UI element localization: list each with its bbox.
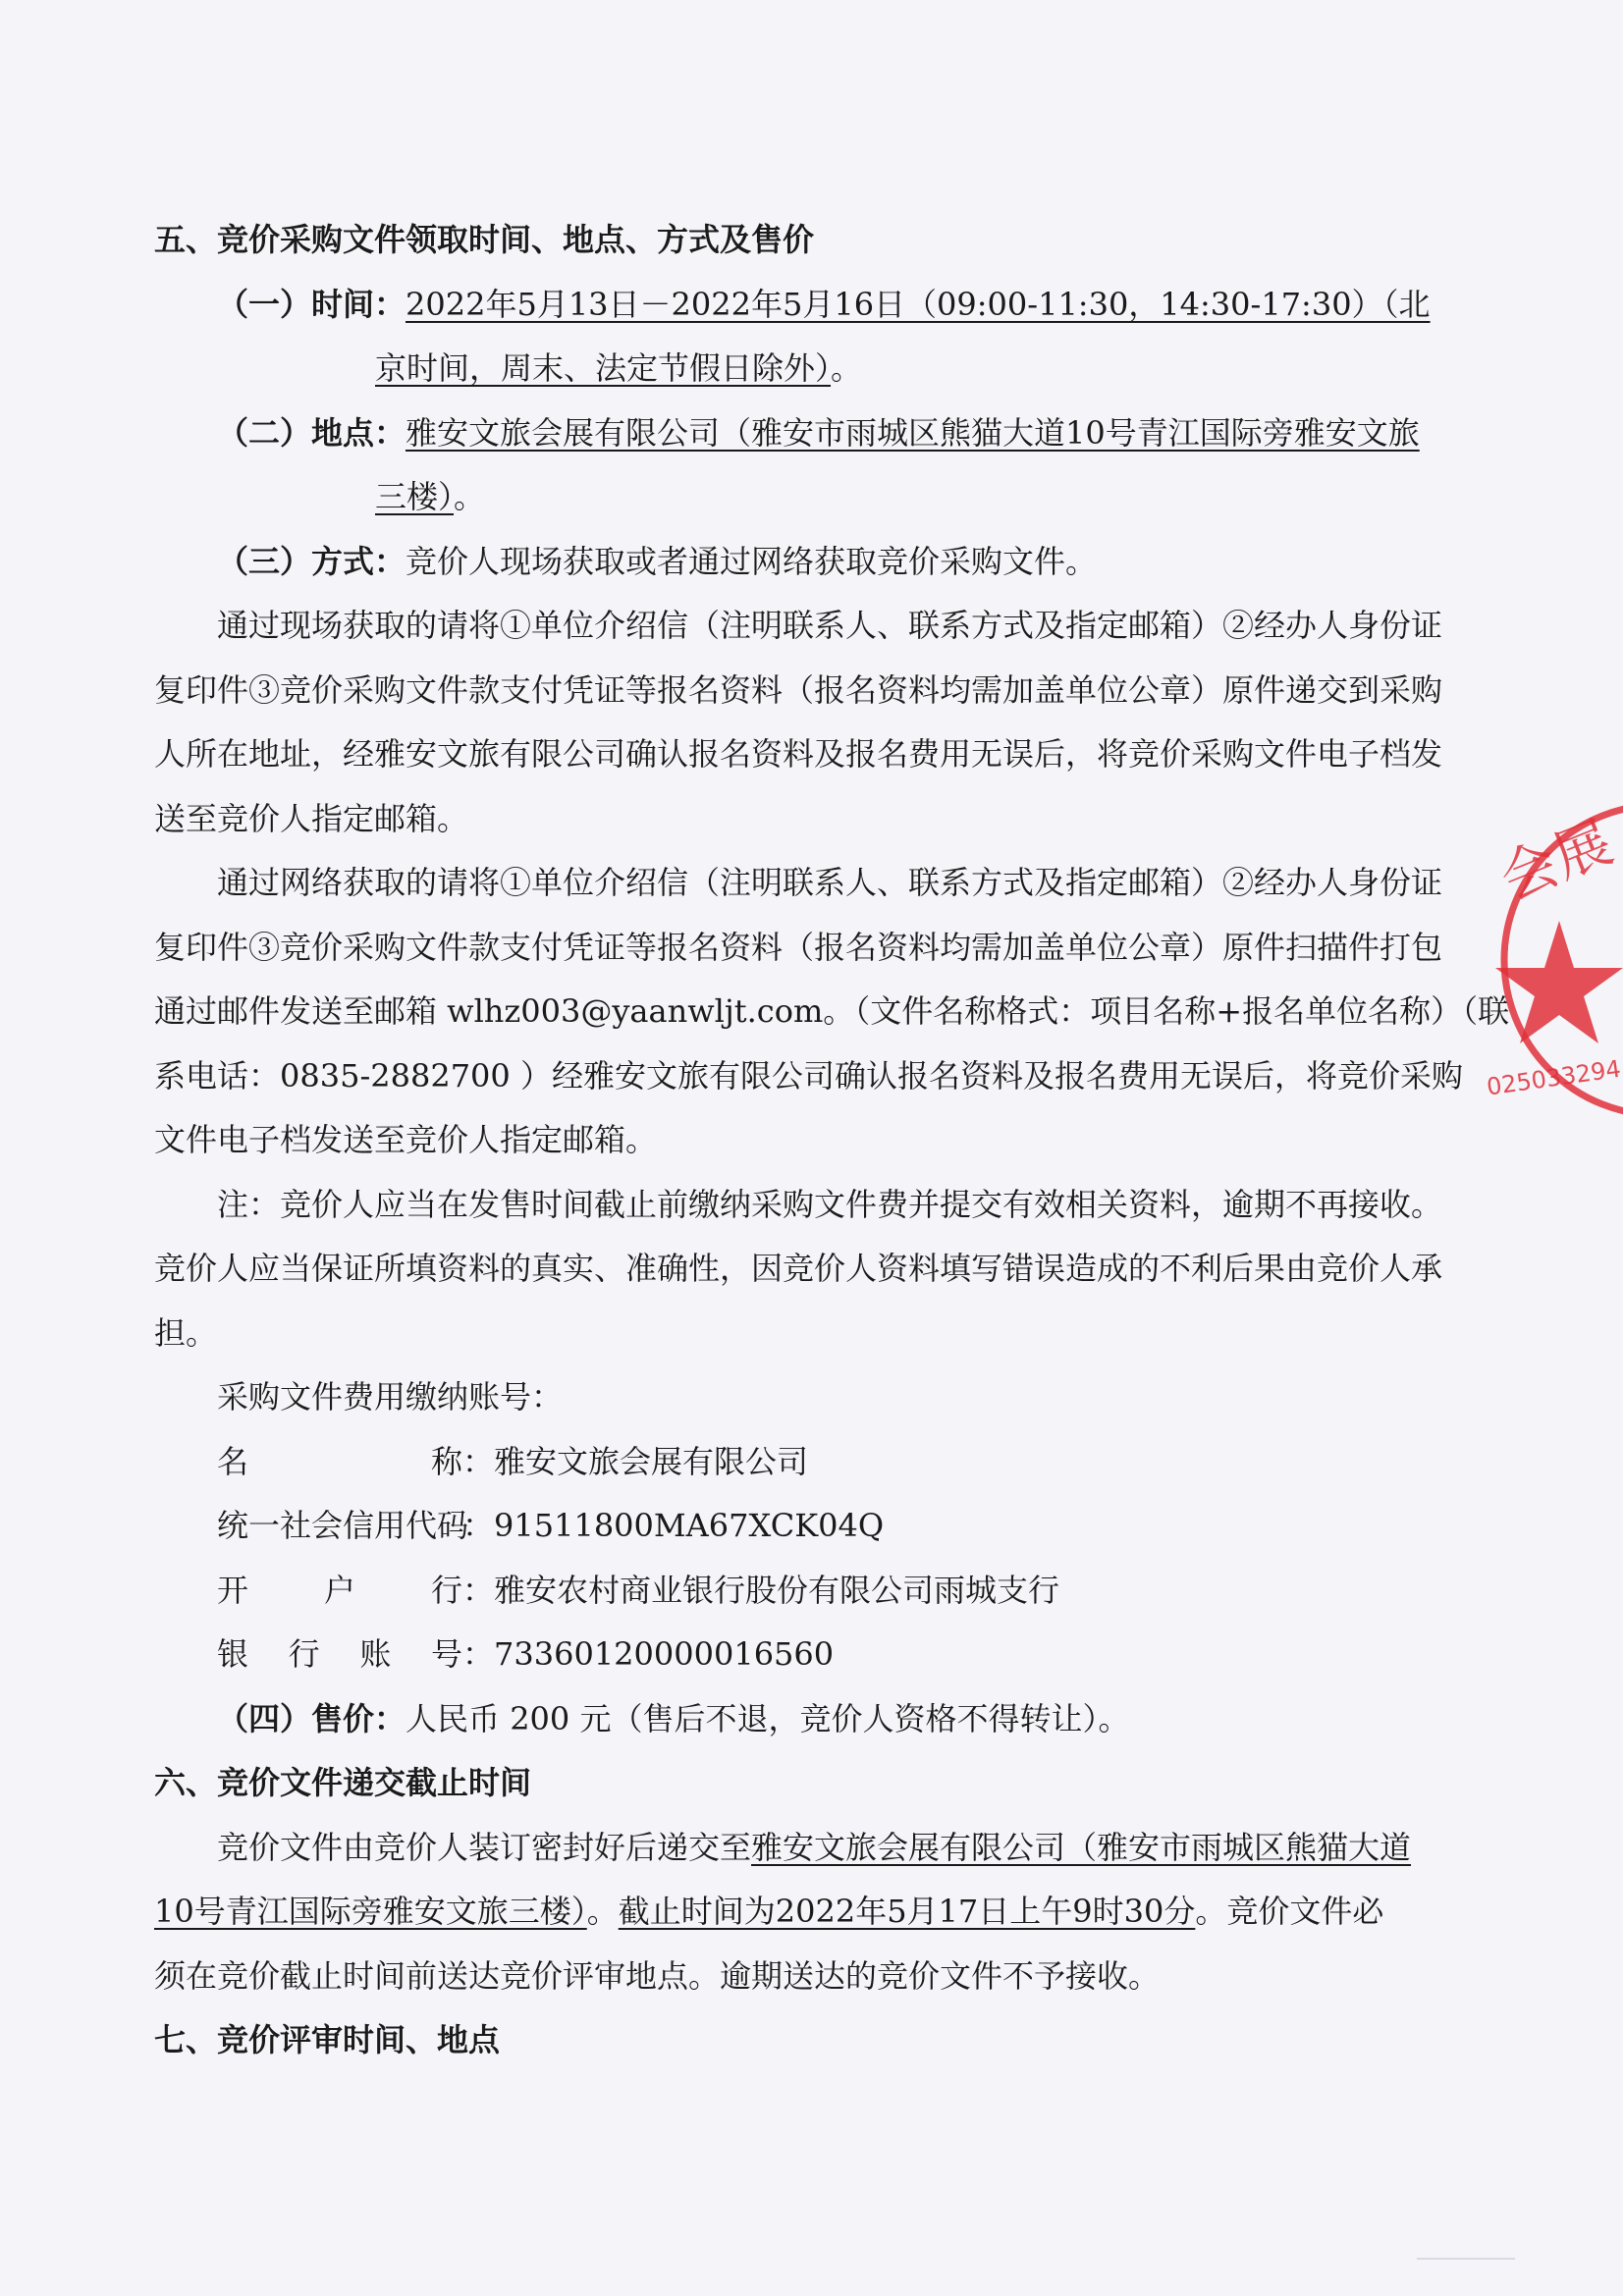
place-line-1 bbox=[154, 401, 1480, 466]
method-line bbox=[154, 530, 1480, 595]
account-row-number: 银 行 账 号 ：73360120000016560 bbox=[217, 1635, 835, 1673]
time-label: （一）时间： bbox=[217, 285, 406, 323]
price-line bbox=[154, 1687, 1480, 1752]
online-paragraph: 通过网络获取的请将①单位介绍信（注明联系人、联系方式及指定邮箱）②经办人身份证 复印件③竞价采购文件款支付凭证等报名资料（报名资料均需加盖单位公章）原件扫描件打包 通过邮件发送至邮箱 wlhz003@yaanwljt.com。（文件名称格式：项目名称+报名单位名称）（联 系电话：0835-2882700 ）经雅安文旅有限公司确认报名资料及报名费用无误后，将竞价采购 文件电子档发送至竞价人指定邮箱。 bbox=[154, 864, 1510, 1158]
account-row-bank: 开 户 行 ：雅安农村商业银行股份有限公司雨城支行 bbox=[217, 1571, 1060, 1609]
time-value-1: 2022年5月13日－2022年5月16日（09:00-11:30，14:30-17:30）（北 bbox=[406, 285, 1431, 323]
price-value: 人民币 200 元（售后不退，竞价人资格不得转让）。 bbox=[406, 1699, 1130, 1737]
credit-code-value: 91511800MA67XCK04Q bbox=[494, 1507, 885, 1544]
footer-divider bbox=[1417, 2258, 1515, 2260]
note-paragraph: 注：竞价人应当在发售时间截止前缴纳采购文件费并提交有效相关资料，逾期不再接收。 竞价人应当保证所填资料的真实、准确性，因竞价人资料填写错误造成的不利后果由竞价人承 担。 bbox=[154, 1185, 1443, 1352]
time-line-1 bbox=[154, 273, 1480, 338]
svg-text:025033294: 025033294 bbox=[1485, 1054, 1623, 1101]
submission-paragraph: 竞价文件由竞价人装订密封好后递交至雅安文旅会展有限公司（雅安市雨城区熊猫大道 10号青江国际旁雅安文旅三楼）。截止时间为2022年5月17日上午9时30分。竞价文件必 须在竞价截止时间前送达竞价评审地点。逾期送达的竞价文件不予接收。 bbox=[154, 1828, 1412, 1995]
section-5-heading: 五、竞价采购文件领取时间、地点、方式及售价 bbox=[154, 221, 815, 258]
account-title: 采购文件费用缴纳账号： bbox=[217, 1378, 564, 1415]
svg-text:会展: 会展 bbox=[1490, 808, 1622, 913]
method-label: （三）方式： bbox=[217, 542, 406, 580]
place-line-2: 三楼）。 bbox=[375, 478, 486, 515]
account-number-value: 73360120000016560 bbox=[494, 1635, 835, 1673]
place-value-2: 三楼） bbox=[375, 478, 455, 515]
deadline: 截止时间为2022年5月17日上午9时30分 bbox=[618, 1893, 1196, 1930]
account-row-name: 名 称 ：雅安文旅会展有限公司 bbox=[217, 1442, 809, 1480]
method-value: 竞价人现场获取或者通过网络获取竞价采购文件。 bbox=[406, 542, 1098, 580]
email-line: 通过邮件发送至邮箱 wlhz003@yaanwljt.com。（文件名称格式：项目名称+报名单位名称）（联 bbox=[154, 992, 1510, 1030]
place-label: （二）地点： bbox=[217, 413, 406, 452]
account-row-credit-code: 统一社会信用代码 ：91511800MA67XCK04Q bbox=[217, 1507, 885, 1544]
place-value-1: 雅安文旅会展有限公司（雅安市雨城区熊猫大道10号青江国际旁雅安文旅 bbox=[406, 413, 1420, 452]
section-7-heading: 七、竞价评审时间、地点 bbox=[154, 2021, 501, 2058]
phone-line: 系电话：0835-2882700 ）经雅安文旅有限公司确认报名资料及报名费用无误后，将竞价采购 bbox=[154, 1056, 1463, 1095]
time-value-2: 京时间，周末、法定节假日除外） bbox=[375, 349, 832, 387]
company-seal-icon bbox=[1483, 793, 1623, 1127]
price-label: （四）售价： bbox=[217, 1699, 406, 1737]
time-line-2: 京时间，周末、法定节假日除外）。 bbox=[375, 349, 863, 387]
document-page bbox=[154, 208, 1510, 2073]
section-6-heading: 六、竞价文件递交截止时间 bbox=[154, 1764, 532, 1801]
account-info bbox=[154, 1365, 1480, 1687]
account-name-value: 雅安文旅会展有限公司 bbox=[494, 1442, 809, 1480]
onsite-paragraph: 通过现场获取的请将①单位介绍信（注明联系人、联系方式及指定邮箱）②经办人身份证 复印件③竞价采购文件款支付凭证等报名资料（报名资料均需加盖单位公章）原件递交到采购 人所在地址，经雅安文旅有限公司确认报名资料及报名费用无误后，将竞价采购文件电子档发 送至竞价人指定邮箱。 bbox=[154, 607, 1443, 837]
bank-value: 雅安农村商业银行股份有限公司雨城支行 bbox=[494, 1571, 1060, 1609]
